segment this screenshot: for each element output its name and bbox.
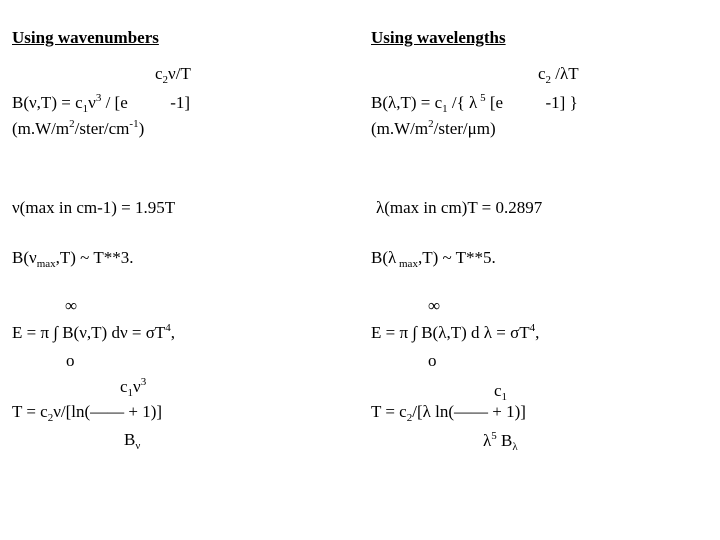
left-integral-equation: E = π ∫ B(ν,T) $d\nu = \sigma T^4$, [12, 322, 176, 342]
right-planck-equation: $B(\lambda,T) = c_1$ /{ λ $^5$ [e -1] } [371, 92, 578, 115]
left-heading: Using wavenumbers [12, 28, 159, 47]
right-planck-exponent: $c_2$ /λT [538, 64, 579, 86]
left-inverse-numerator: $c_1\nu^3$ [120, 376, 147, 399]
right-inverse-equation: $T = c_2/[\lambda$ ln(—— + 1)] [371, 402, 526, 424]
left-units: $(m.W/m^2/ster/cm^{-1})$ [12, 118, 145, 138]
right-integral-upper-limit: ∞ [428, 296, 441, 315]
left-peak-approximation: $B(\nu_{max},T)$ ~ T**3. [12, 248, 134, 270]
right-heading: Using wavelengths [371, 28, 506, 47]
left-integral-lower-limit: o [66, 351, 75, 370]
right-units: $(m.W/m^2/ster/\mu m)$ [371, 118, 496, 138]
left-planck-equation: $B(\nu,T) = c_1\nu^3 / [e$ -1] [12, 92, 191, 115]
left-integral-upper-limit: ∞ [65, 296, 78, 315]
left-planck-exponent: $c_2\nu/T$ [155, 64, 191, 86]
left-inverse-equation: $T = c_2\nu/[\ln(—— + 1)]$ [12, 402, 163, 424]
right-inverse-denominator: $\lambda^5$ $B_\lambda$ [483, 430, 518, 453]
right-integral-equation: E = π ∫ B(λ,T) d $\lambda = \sigma T^4$, [371, 322, 540, 342]
right-integral-lower-limit: o [428, 351, 437, 370]
right-inverse-numerator: $c_1$ [494, 381, 508, 403]
right-peak-approximation: B(λ $_{max}$,T) ~ T**5. [371, 248, 496, 270]
right-wien-law: λ(max in cm)T = 0.2897 [376, 198, 543, 217]
left-wien-law: ν(max in cm-1) = 1.95T [12, 198, 176, 217]
left-inverse-denominator: $B_\nu$ [124, 430, 141, 452]
